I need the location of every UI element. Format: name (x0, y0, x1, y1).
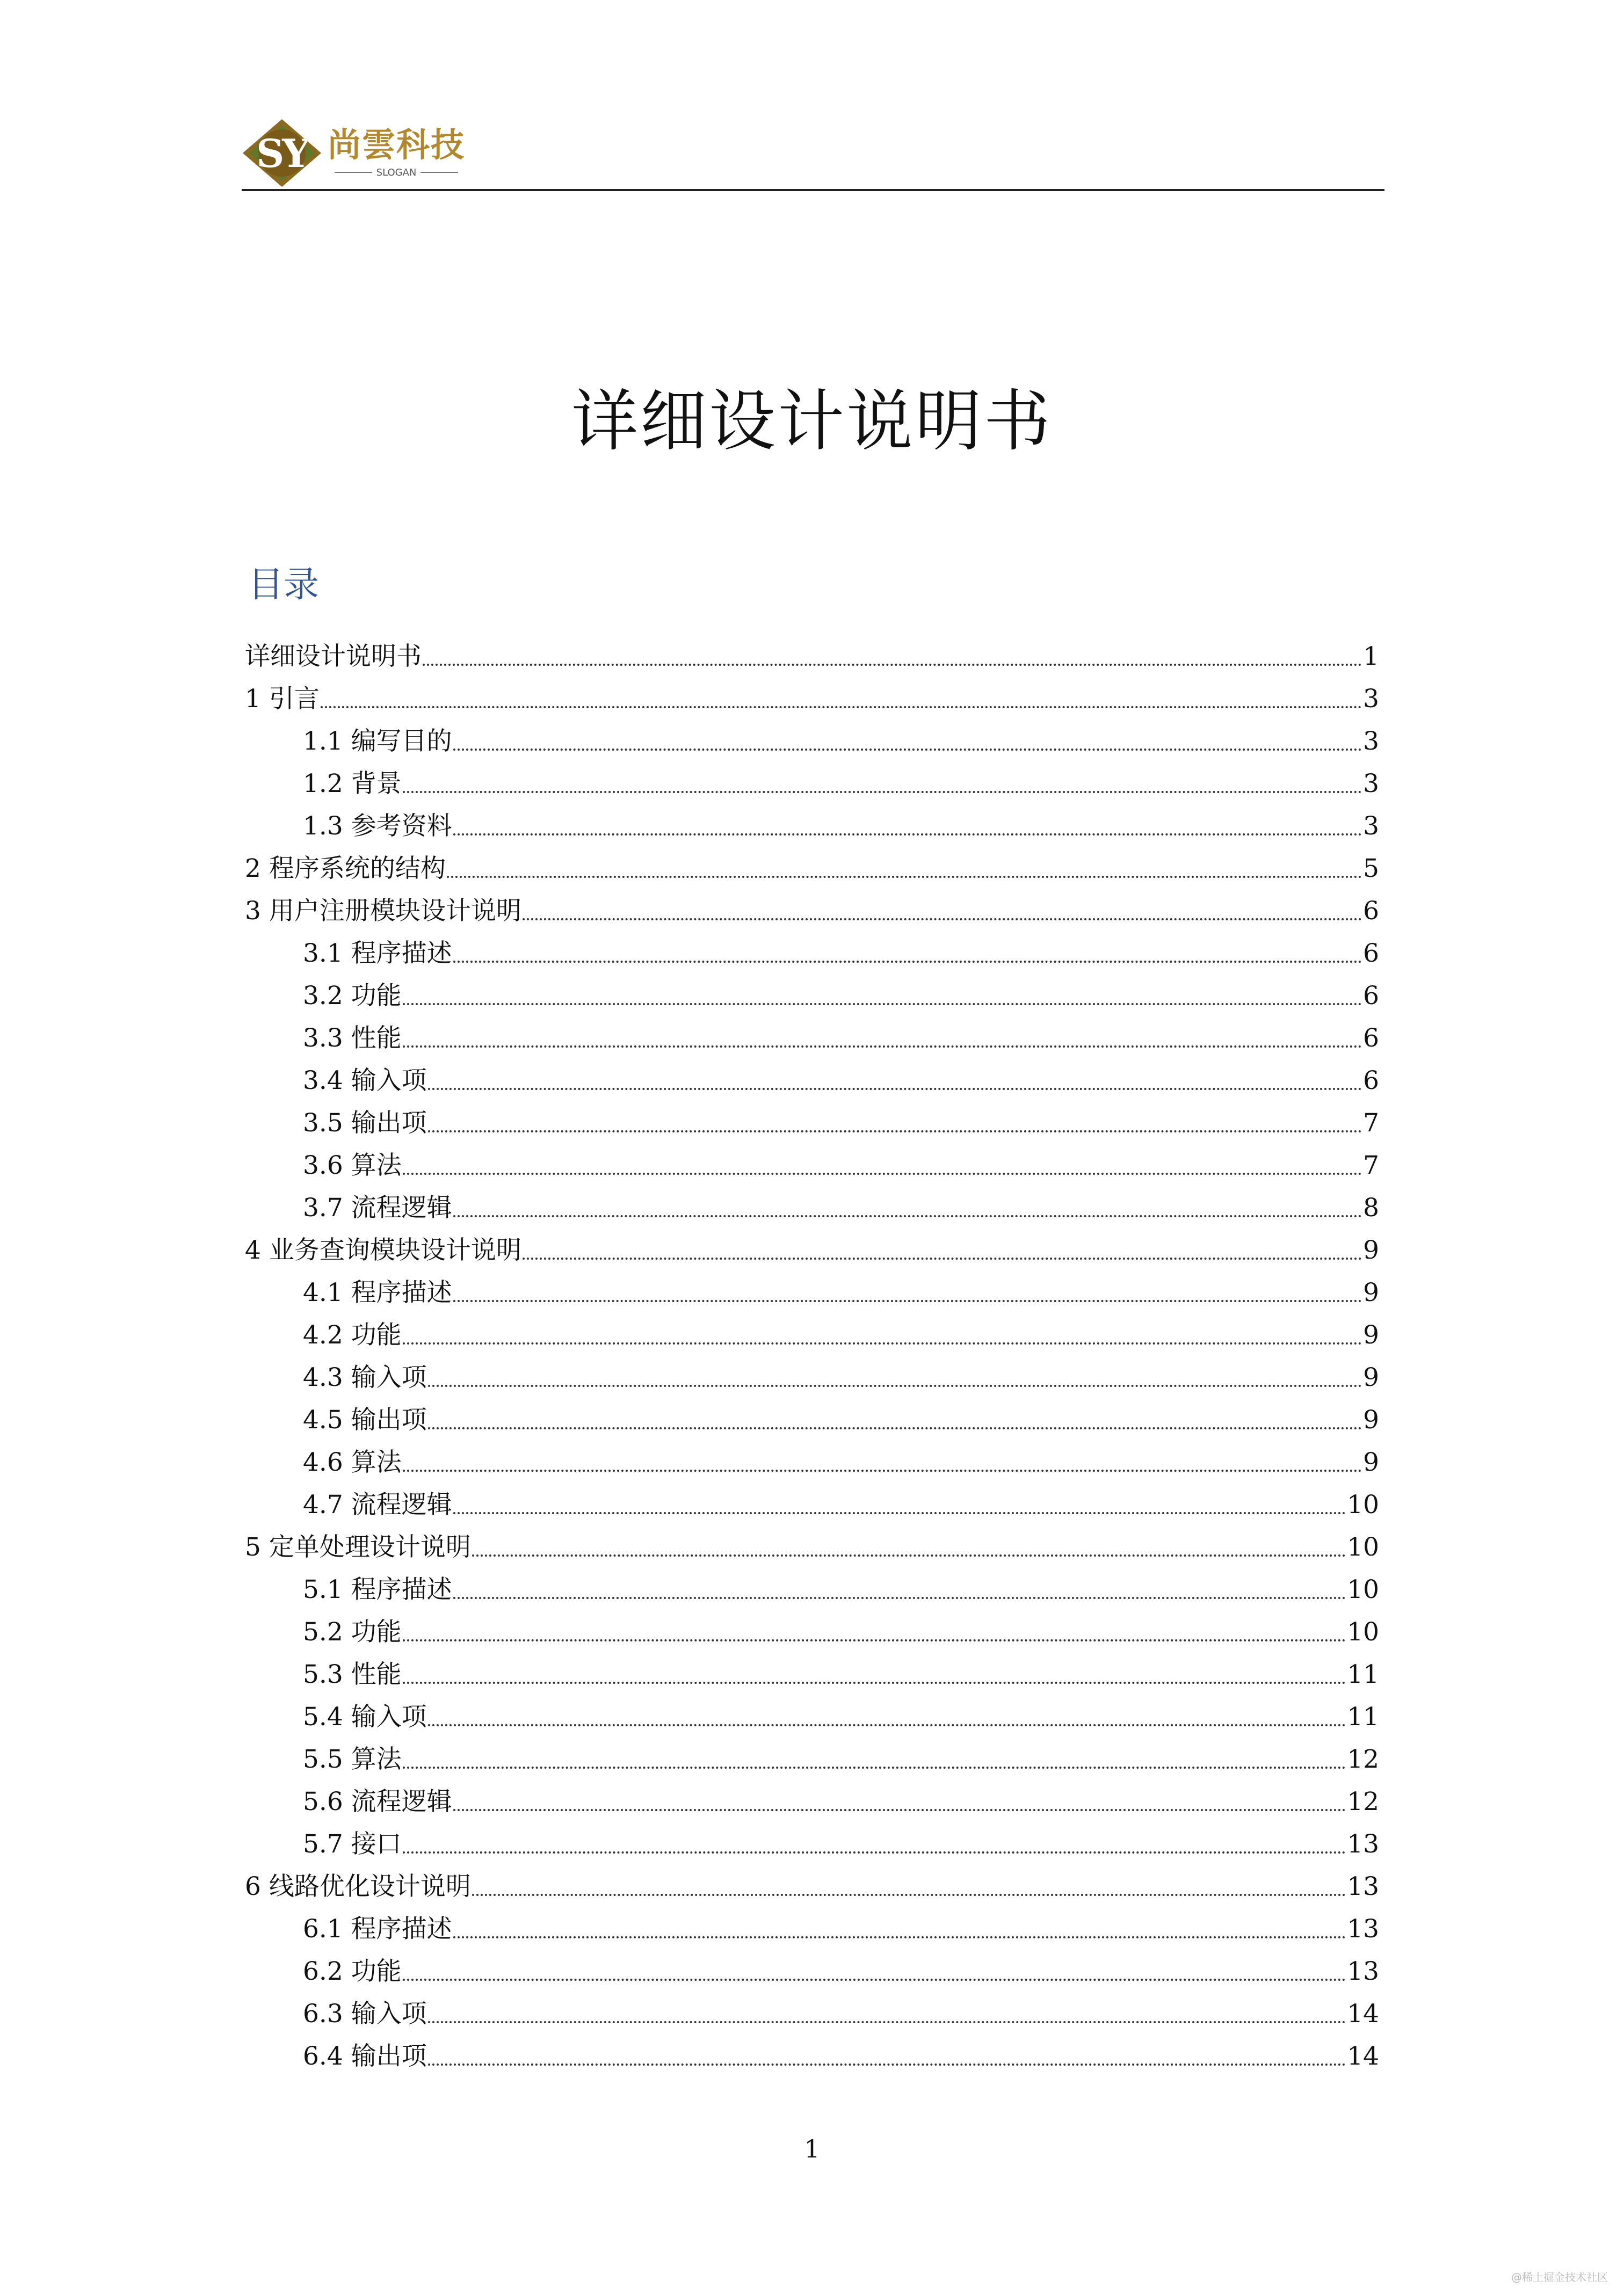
toc-entry[interactable] (303, 1646, 1379, 1689)
document-title: 详细设计说明书 (571, 383, 1053, 460)
toc-entry-page-number: 9 (1363, 1405, 1379, 1435)
toc-dot-leader (428, 2064, 1346, 2066)
toc-dot-leader (453, 1215, 1362, 1217)
toc-entry[interactable] (303, 1307, 1379, 1349)
toc-dot-leader (403, 1851, 1346, 1854)
toc-entry[interactable] (303, 1010, 1379, 1052)
logo-slogan-text: SLOGAN (376, 166, 417, 178)
logo-mark (242, 118, 322, 188)
toc-dot-leader (523, 1258, 1362, 1260)
toc-dot-leader (453, 1512, 1346, 1514)
toc-entry[interactable] (303, 1477, 1379, 1519)
toc-entry[interactable] (303, 1095, 1379, 1137)
logo-initials: SY (256, 130, 308, 176)
toc-entry-page-number: 3 (1363, 684, 1379, 714)
toc-entry-title: 6 线路优化设计说明 (245, 1872, 471, 1902)
toc-dot-leader (403, 1767, 1346, 1769)
toc-entry-title: 1.3 参考资料 (303, 811, 452, 841)
toc-entry-page-number: 13 (1347, 1914, 1379, 1944)
toc-entry[interactable] (245, 1222, 1379, 1265)
toc-entry-title: 5.7 接口 (303, 1829, 402, 1859)
toc-entry-title: 5.3 性能 (303, 1660, 402, 1690)
toc-entry-title: 3.3 性能 (303, 1023, 402, 1053)
toc-dot-leader (428, 1427, 1362, 1429)
toc-entry[interactable] (303, 925, 1379, 968)
toc-entry[interactable] (303, 713, 1379, 755)
toc-entry[interactable] (303, 1561, 1379, 1604)
toc-dot-leader (403, 1003, 1362, 1005)
toc-entry[interactable] (303, 1349, 1379, 1392)
toc-entry-title: 5.1 程序描述 (303, 1575, 452, 1605)
toc-dot-leader (403, 1639, 1346, 1641)
toc-entry[interactable] (303, 1943, 1379, 1986)
toc-entry-page-number: 6 (1363, 981, 1379, 1011)
toc-entry-title: 6.4 输出项 (303, 2041, 427, 2072)
toc-entry-title: 6.3 输入项 (303, 1999, 427, 2029)
toc-entry-page-number: 7 (1363, 1151, 1379, 1181)
toc-entry-page-number: 11 (1347, 1660, 1379, 1690)
toc-entry-title: 4.6 算法 (303, 1448, 402, 1478)
toc-entry-page-number: 11 (1347, 1702, 1379, 1732)
toc-entry-page-number: 14 (1347, 2041, 1379, 2072)
toc-dot-leader (453, 749, 1362, 751)
toc-dot-leader (472, 1894, 1346, 1896)
toc-entry-title: 3.6 算法 (303, 1151, 402, 1181)
toc-dot-leader (403, 1173, 1362, 1175)
toc-heading: 目录 (248, 564, 319, 605)
toc-entry-title: 5.5 算法 (303, 1745, 402, 1775)
toc-dot-leader (453, 833, 1362, 835)
toc-dot-leader (403, 1470, 1362, 1472)
toc-entry-title: 6.2 功能 (303, 1957, 402, 1987)
toc-entry-page-number: 13 (1347, 1872, 1379, 1902)
toc-entry-page-number: 8 (1363, 1193, 1379, 1223)
toc-entry-title: 详细设计说明书 (245, 642, 422, 672)
toc-entry[interactable] (245, 840, 1379, 883)
toc-entry[interactable] (303, 1180, 1379, 1222)
toc-entry-title: 3 用户注册模块设计说明 (245, 896, 521, 926)
toc-entry-page-number: 13 (1347, 1829, 1379, 1859)
toc-entry-page-number: 7 (1363, 1108, 1379, 1138)
toc-entry-page-number: 9 (1363, 1448, 1379, 1478)
toc-entry-page-number: 10 (1347, 1575, 1379, 1605)
toc-dot-leader (453, 1809, 1346, 1811)
page-number: 1 (804, 2134, 820, 2163)
toc-entry[interactable] (245, 628, 1379, 671)
toc-entry-page-number: 6 (1363, 1066, 1379, 1096)
toc-entry-page-number: 12 (1347, 1745, 1379, 1775)
logo-slogan (330, 167, 463, 178)
toc-entry-page-number: 9 (1363, 1363, 1379, 1393)
toc-entry[interactable] (303, 1265, 1379, 1307)
watermark: @稀土掘金技术社区 (1511, 2271, 1608, 2284)
slogan-rule-right (421, 172, 458, 173)
toc-entry-page-number: 3 (1363, 811, 1379, 841)
toc-entry-title: 5.6 流程逻辑 (303, 1787, 452, 1817)
toc-entry-page-number: 9 (1363, 1236, 1379, 1266)
toc-dot-leader (428, 1385, 1362, 1387)
toc-entry-title: 6.1 程序描述 (303, 1914, 452, 1944)
toc-entry[interactable] (303, 1731, 1379, 1774)
toc-entry-page-number: 3 (1363, 769, 1379, 799)
toc-dot-leader (321, 706, 1362, 708)
toc-dot-leader (403, 1979, 1346, 1981)
toc-entry-title: 4.3 输入项 (303, 1363, 427, 1393)
toc-entry-title: 4.2 功能 (303, 1320, 402, 1350)
toc-entry-title: 1 引言 (245, 684, 320, 714)
page-header (242, 107, 1384, 193)
toc-entry[interactable] (303, 1901, 1379, 1943)
toc-dot-leader (428, 1088, 1362, 1090)
toc-dot-leader (453, 1300, 1362, 1302)
toc-dot-leader (453, 1936, 1346, 1938)
toc-entry[interactable] (303, 1052, 1379, 1095)
toc-entry-page-number: 10 (1347, 1532, 1379, 1563)
toc-entry[interactable] (303, 1986, 1379, 2028)
toc-dot-leader (403, 1045, 1362, 1048)
toc-entry[interactable] (245, 671, 1379, 713)
toc-entry-title: 2 程序系统的结构 (245, 854, 446, 884)
toc-entry-title: 5.2 功能 (303, 1617, 402, 1647)
toc-dot-leader (447, 876, 1362, 878)
toc-dot-leader (453, 1597, 1346, 1599)
toc-entry-page-number: 1 (1363, 642, 1379, 672)
toc-entry[interactable] (303, 1774, 1379, 1816)
toc-entry[interactable] (303, 1689, 1379, 1731)
company-logo (242, 118, 465, 188)
toc-entry-page-number: 10 (1347, 1490, 1379, 1520)
toc-entry-page-number: 12 (1347, 1787, 1379, 1817)
toc-dot-leader (523, 918, 1362, 920)
toc-dot-leader (403, 791, 1362, 793)
logo-text (328, 125, 466, 178)
toc-entry-title: 4.5 输出项 (303, 1405, 427, 1435)
toc-entry-title: 3.1 程序描述 (303, 939, 452, 969)
toc-entry-title: 1.1 编写目的 (303, 726, 452, 757)
toc-entry-page-number: 10 (1347, 1617, 1379, 1647)
toc-entry-title: 1.2 背景 (303, 769, 402, 799)
toc-entry[interactable] (303, 1434, 1379, 1477)
toc-entry[interactable] (303, 1392, 1379, 1434)
header-divider (242, 189, 1384, 191)
toc-entry[interactable] (245, 1519, 1379, 1561)
toc-entry-page-number: 6 (1363, 939, 1379, 969)
slogan-rule-left (335, 172, 372, 173)
toc-dot-leader (472, 1554, 1346, 1557)
toc-entry[interactable] (245, 883, 1379, 925)
toc-entry-page-number: 3 (1363, 726, 1379, 757)
toc-entry-page-number: 5 (1363, 854, 1379, 884)
toc-entry[interactable] (303, 1137, 1379, 1180)
toc-entry-page-number: 6 (1363, 896, 1379, 926)
toc-dot-leader (428, 2021, 1346, 2023)
toc-entry-title: 3.7 流程逻辑 (303, 1193, 452, 1223)
toc-entry[interactable] (303, 1816, 1379, 1858)
toc-entry-page-number: 6 (1363, 1023, 1379, 1053)
toc-dot-leader (428, 1724, 1346, 1726)
toc-entry-page-number: 14 (1347, 1999, 1379, 2029)
toc-entry-title: 3.2 功能 (303, 981, 402, 1011)
logo-company-name: 尚雲科技 (328, 125, 466, 164)
toc-entry-title: 5 定单处理设计说明 (245, 1532, 471, 1563)
toc-entry[interactable] (245, 1858, 1379, 1901)
toc-dot-leader (403, 1342, 1362, 1345)
toc-entry-title: 4 业务查询模块设计说明 (245, 1236, 521, 1266)
toc-entry-title: 3.4 输入项 (303, 1066, 427, 1096)
toc-entry[interactable] (303, 1604, 1379, 1646)
toc-entry-page-number: 9 (1363, 1320, 1379, 1350)
toc-dot-leader (453, 961, 1362, 963)
toc-entry-title: 5.4 输入项 (303, 1702, 427, 1732)
toc-entry[interactable] (303, 755, 1379, 798)
toc-entry[interactable] (303, 798, 1379, 840)
toc-dot-leader (403, 1682, 1346, 1684)
toc-dot-leader (428, 1130, 1362, 1132)
toc-entry-page-number: 13 (1347, 1957, 1379, 1987)
toc-entry[interactable] (303, 968, 1379, 1010)
toc-entry-title: 4.7 流程逻辑 (303, 1490, 452, 1520)
toc-dot-leader (423, 664, 1362, 666)
toc-entry-title: 4.1 程序描述 (303, 1278, 452, 1308)
toc-entry-page-number: 9 (1363, 1278, 1379, 1308)
toc-entry[interactable] (303, 2028, 1379, 2070)
toc-entry-title: 3.5 输出项 (303, 1108, 427, 1138)
